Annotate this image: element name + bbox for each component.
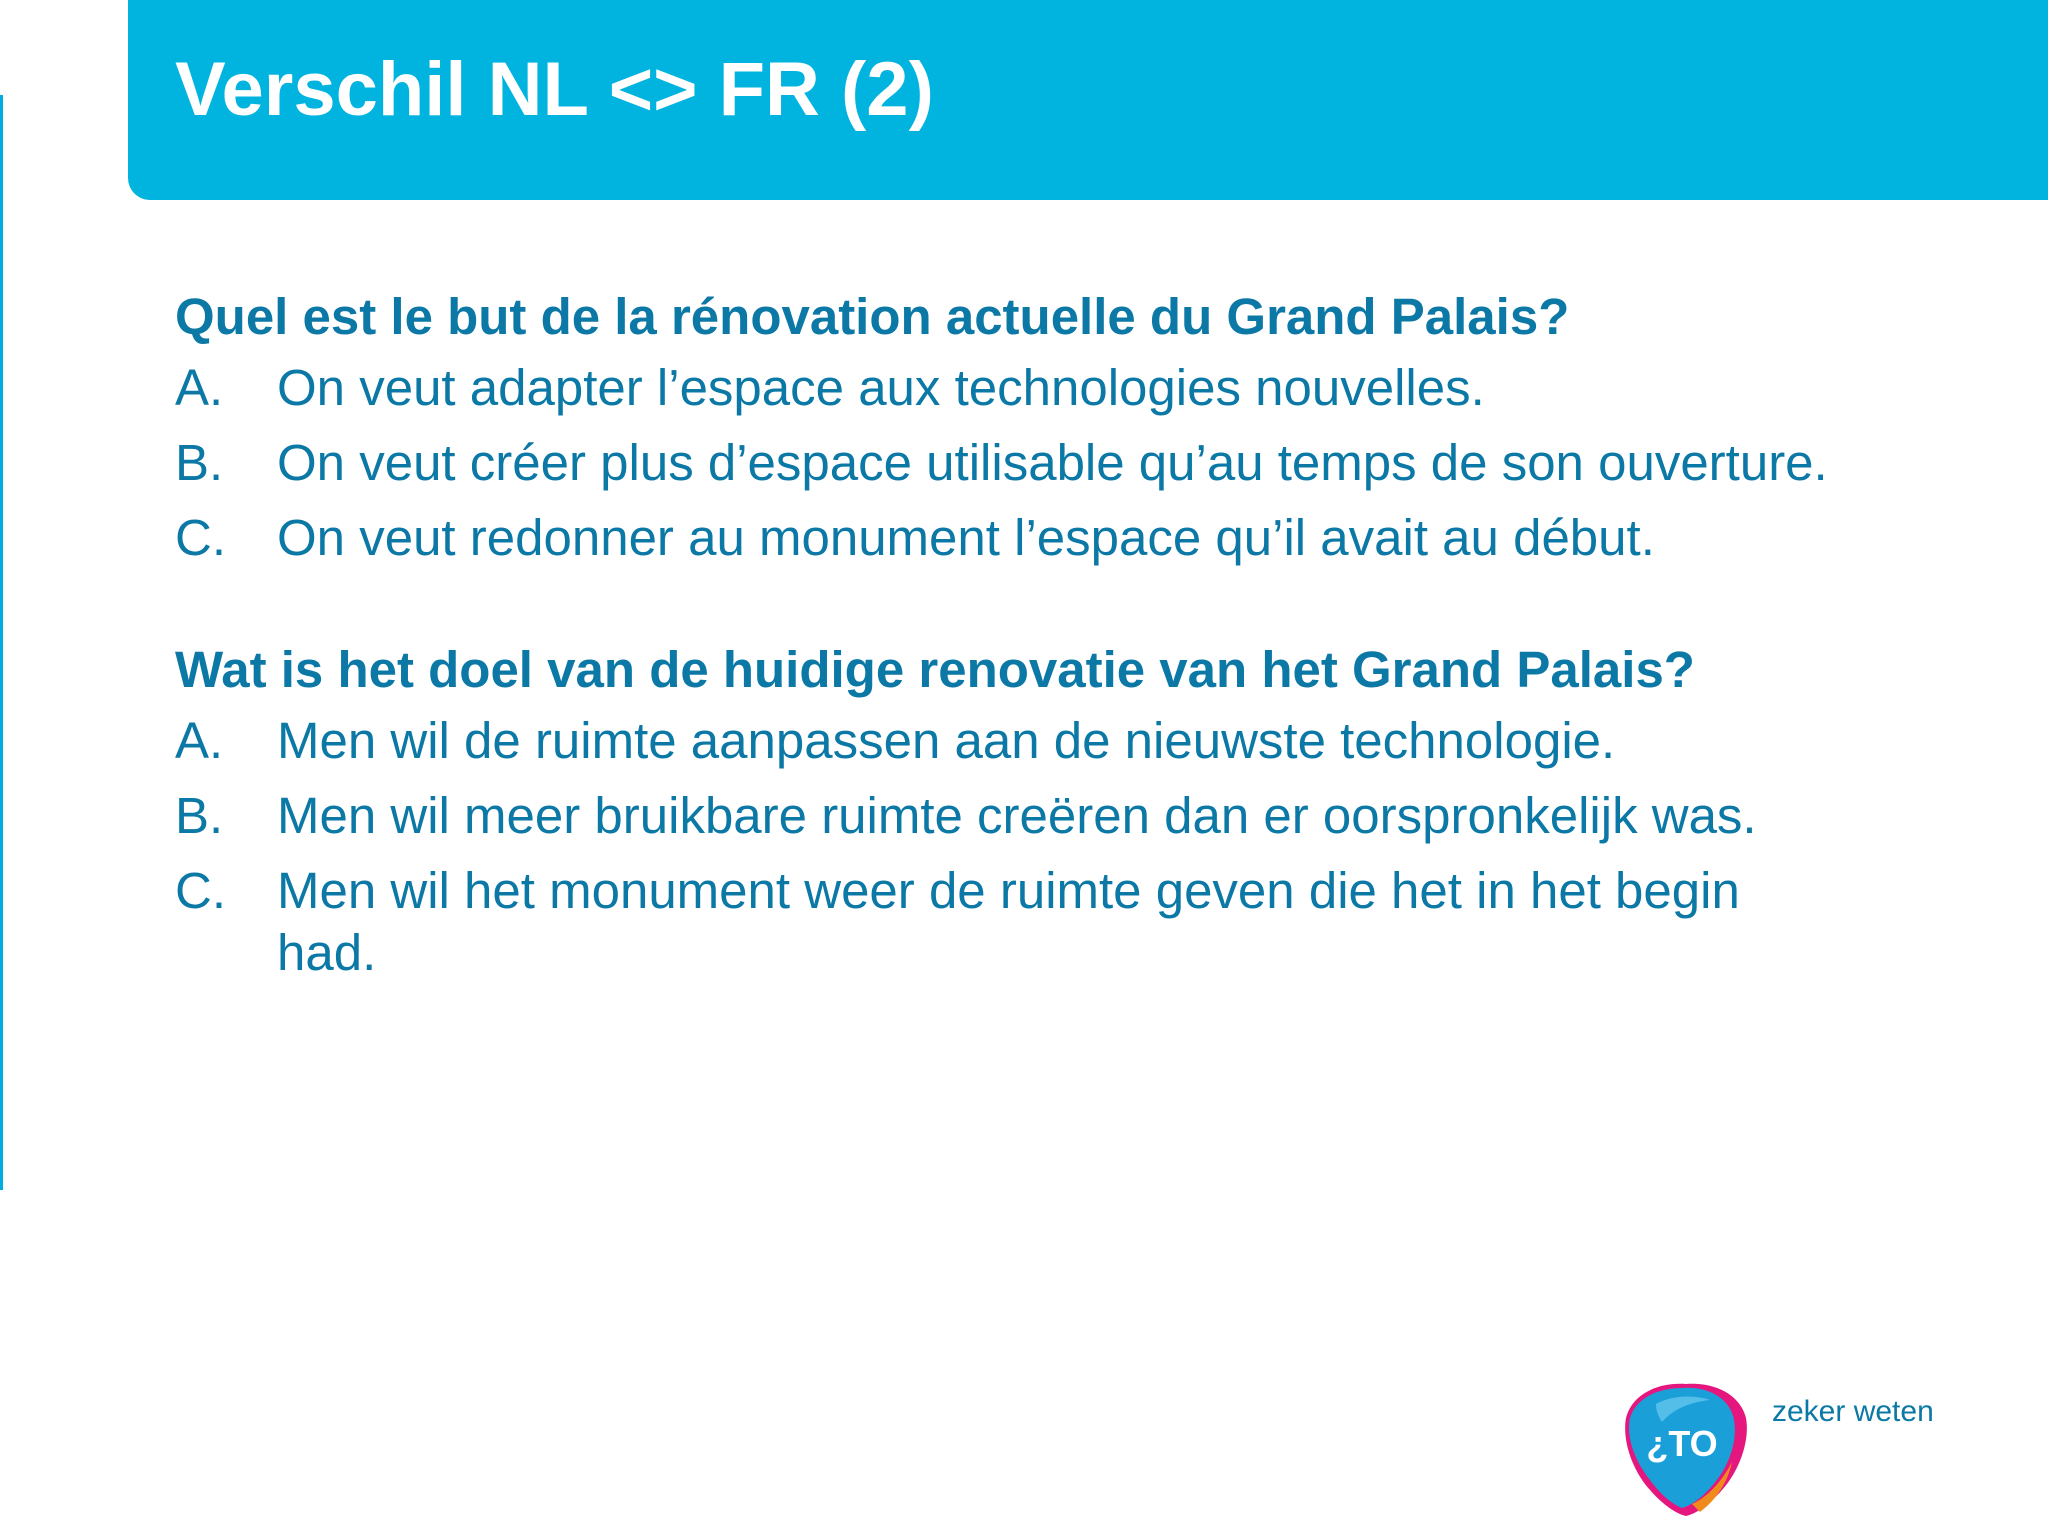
option-text: On veut adapter l’espace aux technologies nouvelles. <box>277 359 1485 416</box>
slide-title: Verschil NL <> FR (2) <box>175 47 934 132</box>
cito-logo <box>1622 1378 1750 1518</box>
option-item <box>175 860 1875 984</box>
option-list <box>175 710 1875 984</box>
option-item <box>175 710 1875 772</box>
tagline: zeker weten <box>1772 1395 1934 1428</box>
slide-content <box>175 286 1875 997</box>
left-accent-rule <box>0 95 3 1190</box>
option-text: On veut créer plus d’espace utilisable qu’au temps de son ouverture. <box>277 434 1828 491</box>
option-letter: B. <box>175 434 224 491</box>
option-letter: B. <box>175 787 224 844</box>
logo-text: ¿TO <box>1646 1423 1718 1464</box>
option-text: Men wil meer bruikbare ruimte creëren dan er oorspronkelijk was. <box>277 787 1757 844</box>
option-list <box>175 357 1875 569</box>
option-item <box>175 432 1875 494</box>
option-letter: A. <box>175 712 224 769</box>
question-block-dutch <box>175 639 1875 984</box>
option-item <box>175 507 1875 569</box>
question-block-french <box>175 286 1875 569</box>
question-text: Wat is het doel van de huidige renovatie van het Grand Palais? <box>175 641 1695 698</box>
option-letter: C. <box>175 862 226 919</box>
question-text: Quel est le but de la rénovation actuelle du Grand Palais? <box>175 288 1570 345</box>
option-item <box>175 357 1875 419</box>
option-letter: C. <box>175 509 226 566</box>
option-letter: A. <box>175 359 224 416</box>
option-text: On veut redonner au monument l’espace qu’il avait au début. <box>277 509 1655 566</box>
option-item <box>175 785 1875 847</box>
option-text: Men wil het monument weer de ruimte geven die het in het begin had. <box>277 862 1740 981</box>
option-text: Men wil de ruimte aanpassen aan de nieuwste technologie. <box>277 712 1616 769</box>
